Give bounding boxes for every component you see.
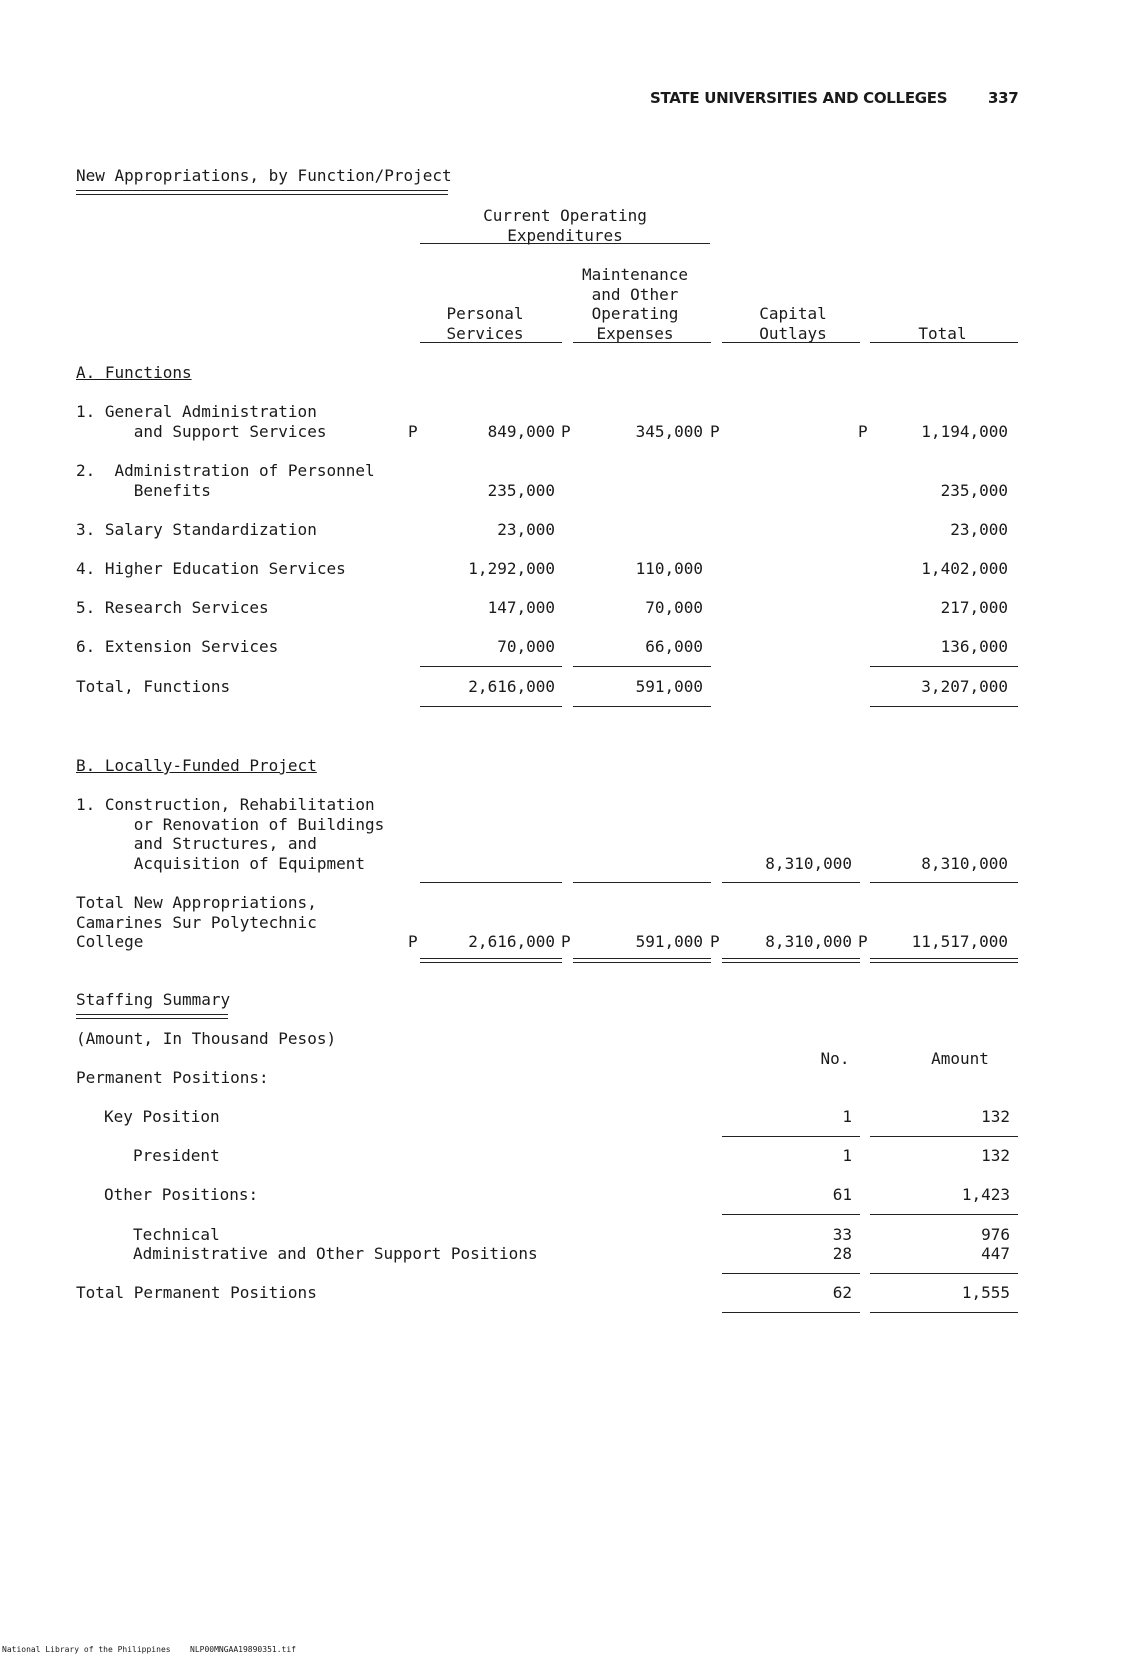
project-capital: 8,310,000 [765, 854, 852, 873]
function-2-total: 235,000 [940, 481, 1008, 500]
peso-sign: P [408, 932, 418, 951]
function-6-total: 136,000 [940, 637, 1008, 656]
col-total: Total [918, 324, 967, 343]
staffing-row-no: 1 [842, 1107, 852, 1126]
staffing-total-rule [722, 1312, 860, 1313]
double-rule-total [870, 958, 1018, 963]
function-5-personal: 147,000 [487, 598, 555, 617]
group-header-line2: Expenditures [507, 226, 623, 245]
function-6-label: 6. Extension Services [76, 637, 279, 656]
page-number: 337 [988, 89, 1019, 107]
permanent-label: Permanent Positions: [76, 1068, 269, 1087]
subtotal-rule-total [870, 666, 1018, 667]
staffing-row-amount: 132 [981, 1146, 1010, 1165]
project-total: 8,310,000 [921, 854, 1008, 873]
function-5-label: 5. Research Services [76, 598, 269, 617]
footer-library: National Library of the Philippines [2, 1645, 171, 1654]
grand-rule-mooe [573, 882, 711, 883]
function-5-total: 217,000 [940, 598, 1008, 617]
group-header-rule [420, 243, 710, 244]
function-6-mooe: 66,000 [645, 637, 703, 656]
peso-sign: P [408, 422, 418, 441]
staffing-total-rule [870, 1312, 1018, 1313]
function-2-label-line1: 2. Administration of Personnel [76, 461, 375, 480]
staffing-row-amount: 447 [981, 1244, 1010, 1263]
peso-sign: P [561, 932, 571, 951]
staffing-row-amount: 976 [981, 1225, 1010, 1244]
function-6-personal: 70,000 [497, 637, 555, 656]
staffing-row-label: President [133, 1146, 220, 1165]
staffing-rule [722, 1273, 860, 1274]
col-mooe-line2: and Other [591, 285, 679, 304]
staffing-row-amount: 1,423 [961, 1185, 1010, 1204]
staffing-total-label: Total Permanent Positions [76, 1283, 317, 1302]
functions-total-label: Total, Functions [76, 677, 231, 696]
function-1-label-line1: 1. General Administration [76, 402, 317, 421]
project-label-line4: Acquisition of Equipment [76, 854, 365, 873]
title-double-rule [76, 190, 448, 195]
staffing-rule [870, 1136, 1018, 1137]
project-label-line2: or Renovation of Buildings [76, 815, 385, 834]
function-1-label-line2: and Support Services [76, 422, 327, 441]
col-mooe-line3: Operating [591, 304, 679, 323]
grand-total-mooe: 591,000 [635, 932, 703, 951]
col-mooe-line1: Maintenance [582, 265, 688, 284]
col-rule-total [870, 342, 1018, 343]
total-rule-personal [420, 706, 562, 707]
staffing-rule [870, 1214, 1018, 1215]
peso-sign: P [858, 932, 868, 951]
total-rule-total [870, 706, 1018, 707]
peso-sign: P [710, 932, 720, 951]
staffing-title: Staffing Summary [76, 990, 231, 1009]
function-2-personal: 235,000 [487, 481, 555, 500]
staffing-title-rule [76, 1014, 228, 1019]
staffing-rule [870, 1273, 1018, 1274]
peso-sign: P [710, 422, 720, 441]
staffing-row-no: 28 [832, 1244, 852, 1263]
running-title: STATE UNIVERSITIES AND COLLEGES [650, 89, 948, 107]
col-rule-personal [420, 342, 562, 343]
project-label-line1: 1. Construction, Rehabilitation [76, 795, 375, 814]
function-4-total: 1,402,000 [921, 559, 1008, 578]
grand-total-label-line3: College [76, 932, 144, 951]
subtotal-rule-mooe [573, 666, 711, 667]
staffing-row-label: Key Position [104, 1107, 220, 1126]
function-3-personal: 23,000 [497, 520, 555, 539]
footer-file: NLP00MNGAA19890351.tif [190, 1645, 296, 1654]
peso-sign: P [561, 422, 571, 441]
function-4-label: 4. Higher Education Services [76, 559, 346, 578]
staffing-rule [722, 1214, 860, 1215]
staffing-row-no: 61 [832, 1185, 852, 1204]
section-title: New Appropriations, by Function/Project [76, 166, 452, 185]
function-3-total: 23,000 [950, 520, 1008, 539]
staffing-row-label: Technical [133, 1225, 220, 1244]
col-capital-line2: Outlays [759, 324, 827, 343]
grand-rule-capital [722, 882, 860, 883]
col-mooe-line4: Expenses [596, 324, 674, 343]
staffing-total-no: 62 [832, 1283, 852, 1302]
grand-total-capital: 8,310,000 [765, 932, 852, 951]
total-rule-mooe [573, 706, 711, 707]
function-3-label: 3. Salary Standardization [76, 520, 317, 539]
function-2-label-line2: Benefits [76, 481, 211, 500]
grand-rule-total [870, 882, 1018, 883]
grand-total-total: 11,517,000 [911, 932, 1008, 951]
staffing-col-no: No. [820, 1049, 850, 1068]
staffing-note: (Amount, In Thousand Pesos) [76, 1029, 337, 1048]
staffing-total-amount: 1,555 [961, 1283, 1010, 1302]
staffing-row-no: 33 [832, 1225, 852, 1244]
col-capital-line1: Capital [759, 304, 827, 323]
staffing-row-label: Other Positions: [104, 1185, 259, 1204]
grand-rule-personal [420, 882, 562, 883]
staffing-row-no: 1 [842, 1146, 852, 1165]
function-1-total: 1,194,000 [921, 422, 1008, 441]
col-rule-capital [722, 342, 860, 343]
staffing-row-amount: 132 [981, 1107, 1010, 1126]
peso-sign: P [858, 422, 868, 441]
project-heading: B. Locally-Funded Project [76, 756, 317, 775]
functions-total-total: 3,207,000 [921, 677, 1008, 696]
function-1-mooe: 345,000 [635, 422, 703, 441]
col-rule-mooe [573, 342, 711, 343]
grand-total-label-line2: Camarines Sur Polytechnic [76, 913, 317, 932]
subtotal-rule-personal [420, 666, 562, 667]
function-4-mooe: 110,000 [635, 559, 703, 578]
double-rule-mooe [573, 958, 711, 963]
grand-total-personal: 2,616,000 [468, 932, 555, 951]
double-rule-capital [722, 958, 860, 963]
staffing-row-label: Administrative and Other Support Positions [133, 1244, 538, 1263]
col-personal-line1: Personal [446, 304, 524, 323]
staffing-rule [722, 1136, 860, 1137]
project-label-line3: and Structures, and [76, 834, 317, 853]
functions-total-personal: 2,616,000 [468, 677, 555, 696]
function-1-personal: 849,000 [487, 422, 555, 441]
col-personal-line2: Services [446, 324, 524, 343]
staffing-col-amount: Amount [931, 1049, 989, 1068]
functions-heading: A. Functions [76, 363, 192, 382]
functions-total-mooe: 591,000 [635, 677, 703, 696]
grand-total-label-line1: Total New Appropriations, [76, 893, 317, 912]
function-5-mooe: 70,000 [645, 598, 703, 617]
double-rule-personal [420, 958, 562, 963]
function-4-personal: 1,292,000 [468, 559, 555, 578]
group-header-line1: Current Operating [483, 206, 647, 225]
